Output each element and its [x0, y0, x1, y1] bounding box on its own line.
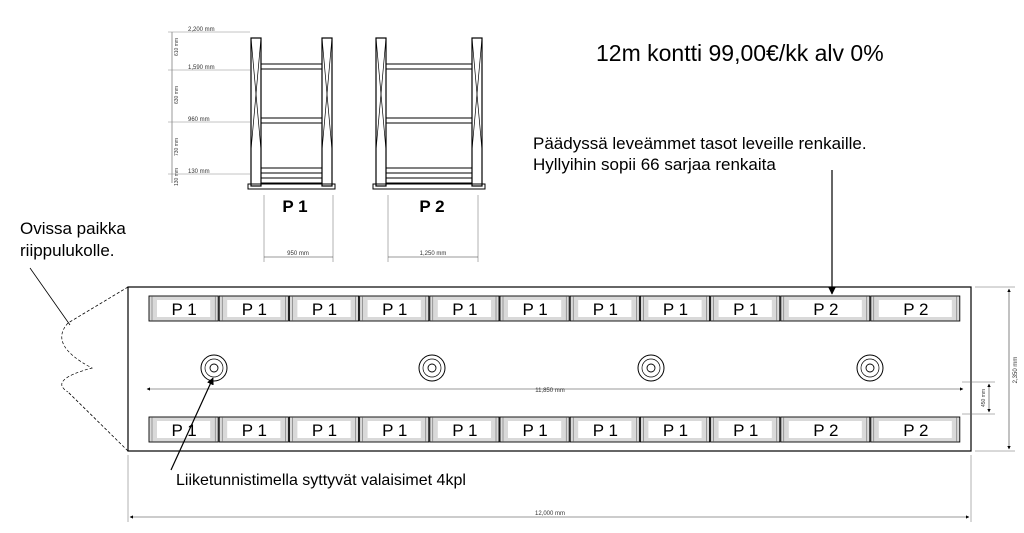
bottom-shelf-1 [149, 417, 218, 442]
top-shelf-label: P 2 [813, 300, 839, 319]
bottom-shelf-8 [640, 417, 709, 442]
bottom-shelf-2 [219, 417, 288, 442]
bottom-shelf-6 [500, 417, 569, 442]
top-shelf-11 [871, 296, 960, 321]
light-1 [201, 355, 227, 381]
top-shelf-label: P 2 [903, 300, 929, 319]
light-4 [857, 355, 883, 381]
top-shelf-8 [640, 296, 709, 321]
rack-p1-width: 950 mm [287, 251, 309, 257]
bottom-shelf-label: P 1 [522, 421, 548, 440]
rack-p1-label: P 1 [282, 197, 308, 216]
top-shelf-10 [781, 296, 870, 321]
lights-note: Liiketunnistimella syttyvät valaisimet 4kpl [176, 472, 466, 489]
bottom-shelf-5 [430, 417, 499, 442]
top-shelf-label: P 1 [382, 300, 408, 319]
bottom-shelf-label: P 1 [452, 421, 478, 440]
top-shelf-label: P 1 [592, 300, 618, 319]
wide-shelves-note-line1: Päädyssä leveämmet tasot leveille renkaille. [533, 134, 867, 153]
inner-length-dimension [147, 388, 963, 394]
top-shelf-label: P 1 [733, 300, 759, 319]
p1-gap-610: 610 mm [174, 37, 180, 56]
top-shelf-5 [430, 296, 499, 321]
wide-shelves-note-line2: Hyllyihin sopii 66 sarjaa renkaita [533, 155, 776, 174]
bottom-shelf-row [149, 417, 960, 442]
p1-height-960: 960 mm [188, 117, 210, 123]
bottom-shelf-label: P 1 [171, 421, 197, 440]
p1-height-130: 130 mm [188, 169, 210, 175]
bottom-shelf-label: P 1 [382, 421, 408, 440]
top-shelf-row [149, 296, 960, 321]
door-note-line1: Ovissa paikka [20, 219, 126, 238]
bottom-shelf-4 [360, 417, 429, 442]
top-shelf-label: P 1 [662, 300, 689, 319]
rack-p1-elevation [168, 27, 335, 262]
light-3 [638, 355, 664, 381]
p1-height-1590: 1,590 mm [188, 65, 215, 71]
bottom-shelf-label: P 1 [733, 421, 759, 440]
bottom-shelf-label: P 1 [241, 421, 267, 440]
p1-gap-630: 630 mm [174, 85, 180, 104]
overall-length-label: 12,000 mm [534, 511, 566, 517]
top-shelf-2 [219, 296, 288, 321]
p1-gap-130: 130 mm [174, 167, 180, 186]
top-shelf-label: P 1 [522, 300, 548, 319]
width-label: 2,350 mm [1013, 356, 1019, 384]
top-shelf-label: P 1 [452, 300, 478, 319]
top-shelf-label: P 1 [311, 300, 338, 319]
bottom-shelf-11 [871, 417, 960, 442]
bottom-shelf-label: P 1 [662, 421, 689, 440]
bottom-shelf-3 [289, 417, 358, 442]
door-note-line2: riippulukolle. [20, 241, 115, 260]
bottom-shelf-label: P 1 [311, 421, 338, 440]
p1-height-2200: 2,200 mm [188, 27, 215, 33]
top-shelf-label: P 1 [171, 300, 197, 319]
bottom-shelf-9 [711, 417, 780, 442]
rack-p2-label: P 2 [419, 197, 445, 216]
inner-length-label: 11,850 mm [535, 388, 565, 394]
aisle-label: 450 mm [981, 388, 987, 408]
rack-p2-width: 1,250 mm [419, 251, 447, 257]
bottom-shelf-7 [570, 417, 639, 442]
top-shelf-7 [570, 296, 639, 321]
bottom-shelf-label: P 2 [903, 421, 929, 440]
p1-gap-730: 730 mm [174, 137, 180, 156]
top-shelf-4 [360, 296, 429, 321]
light-2 [419, 355, 445, 381]
bottom-shelf-label: P 2 [813, 421, 839, 440]
top-shelf-1 [149, 296, 218, 321]
overall-length-dimension [128, 455, 971, 522]
rack-p2-elevation [373, 38, 485, 262]
page-title: 12m kontti 99,00€/kk alv 0% [596, 40, 884, 66]
top-shelf-label: P 1 [241, 300, 267, 319]
bottom-shelf-10 [781, 417, 870, 442]
top-shelf-3 [289, 296, 358, 321]
top-shelf-9 [711, 296, 780, 321]
bottom-shelf-label: P 1 [592, 421, 618, 440]
motion-lights [201, 355, 883, 381]
top-shelf-6 [500, 296, 569, 321]
